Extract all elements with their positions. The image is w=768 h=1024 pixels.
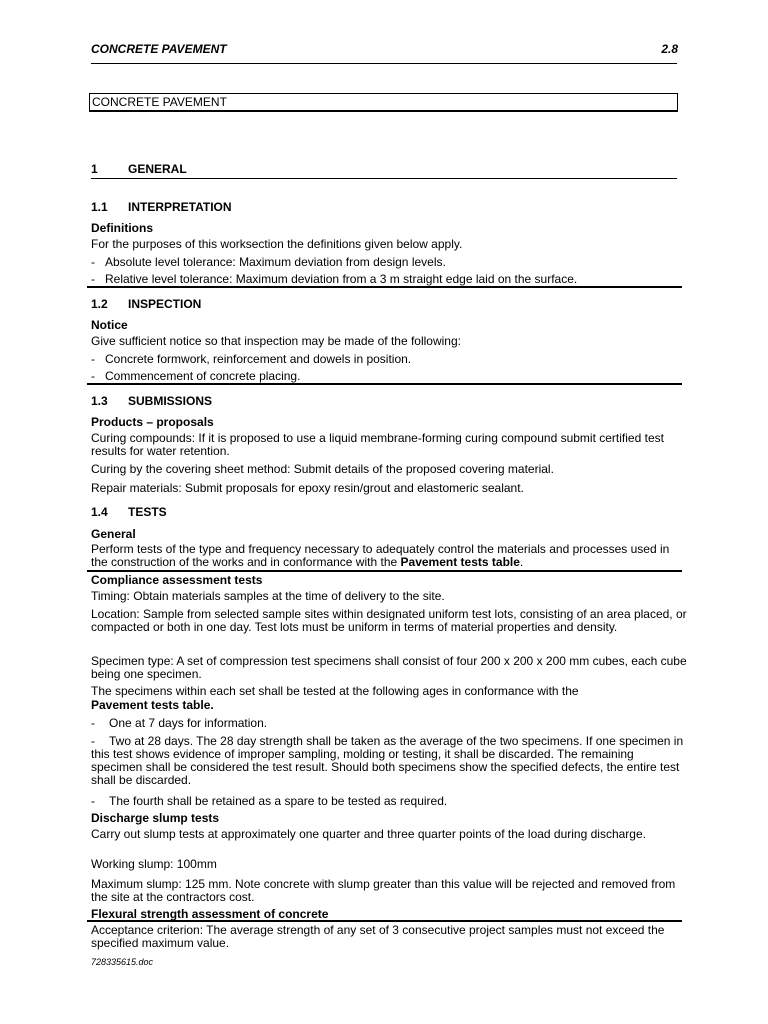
section-1-1-title: INTERPRETATION xyxy=(128,200,232,214)
list-dash: - xyxy=(91,352,95,366)
test-age-item: Two at 28 days. The 28 day strength shall be taken as the average of the two specimens. If one specimen in this test shows evidence of improper sampling, molding or testing, it shall be discarded. The remaining specimen shall be considered the test result. Should both specimens show the specified defects, the entire test shall be discarded. xyxy=(91,734,684,787)
slump-paragraph-2: Working slump: 100mm xyxy=(91,857,217,871)
definition-item: Absolute level tolerance: Maximum deviation from design levels. xyxy=(105,255,446,269)
list-dash: - xyxy=(91,716,95,730)
discharge-slump-heading: Discharge slump tests xyxy=(91,811,220,825)
section-1-2-title: INSPECTION xyxy=(128,297,202,311)
section-1-title: GENERAL xyxy=(128,162,187,176)
notice-heading: Notice xyxy=(91,318,128,332)
clause-rule xyxy=(87,570,682,572)
header-rule xyxy=(91,63,677,64)
section-1-rule xyxy=(91,178,677,179)
list-dash: - xyxy=(91,255,95,269)
list-dash: - xyxy=(91,272,95,286)
slump-paragraph-1: Carry out slump tests at approximately one quarter and three quarter points of the load during discharge. xyxy=(91,827,646,841)
list-dash: - xyxy=(91,734,95,748)
worksection-title-box xyxy=(89,93,678,112)
definition-item: Relative level tolerance: Maximum deviation from a 3 m straight edge laid on the surface. xyxy=(105,272,578,286)
location-paragraph: Location: Sample from selected sample sites within designated uniform test lots, consisting of an area placed, or compacted or both in one day. Test lots must be uniform in terms of material properties and density. xyxy=(91,607,687,634)
notice-intro: Give sufficient notice so that inspection may be made of the following: xyxy=(91,334,461,348)
repair-materials-paragraph: Repair materials: Submit proposals for epoxy resin/grout and elastomeric sealant. xyxy=(91,481,524,495)
curing-compounds-paragraph: Curing compounds: If it is proposed to use a liquid membrane-forming curing compound submit certified test results for water retention. xyxy=(91,431,664,458)
list-dash: - xyxy=(91,794,95,808)
slump-paragraph-3: Maximum slump: 125 mm. Note concrete with slump greater than this value will be rejected and removed from the site at the contractors cost. xyxy=(91,877,676,904)
pavement-tests-table-ref: Pavement tests table xyxy=(400,555,520,569)
section-1-3-title: SUBMISSIONS xyxy=(128,394,213,408)
test-age-item: One at 7 days for information. xyxy=(109,716,268,730)
section-1-4-number: 1.4 xyxy=(91,505,108,519)
page-number: 2.8 xyxy=(661,42,678,56)
section-1-1-number: 1.1 xyxy=(91,200,108,214)
test-age-item: The fourth shall be retained as a spare to be tested as required. xyxy=(109,794,448,808)
tests-general-text: Perform tests of the type and frequency necessary to adequately control the materials and processes used in the construction of the works and in conformance with the xyxy=(91,542,670,569)
section-1-2-number: 1.2 xyxy=(91,297,108,311)
timing-paragraph: Timing: Obtain materials samples at the time of delivery to the site. xyxy=(91,589,445,603)
inspection-item: Commencement of concrete placing. xyxy=(105,369,301,383)
compliance-tests-heading: Compliance assessment tests xyxy=(91,573,263,587)
section-1-number: 1 xyxy=(91,162,98,176)
section-1-3-number: 1.3 xyxy=(91,394,108,408)
definitions-heading: Definitions xyxy=(91,221,153,235)
inspection-item: Concrete formwork, reinforcement and dowels in position. xyxy=(105,352,412,366)
tests-general-paragraph xyxy=(91,543,687,569)
footer-filename: 728335615.doc xyxy=(91,957,154,967)
definitions-intro: For the purposes of this worksection the definitions given below apply. xyxy=(91,237,463,251)
list-dash: - xyxy=(91,369,95,383)
specimen-type-paragraph: Specimen type: A set of compression test specimens shall consist of four 200 x 200 x 200 mm cubes, each cube being one specimen. xyxy=(91,654,687,681)
clause-rule xyxy=(87,286,682,288)
clause-rule xyxy=(87,383,682,385)
tests-general-end: . xyxy=(519,555,524,569)
pavement-tests-table-ref: Pavement tests table. xyxy=(91,698,214,712)
products-proposals-heading: Products – proposals xyxy=(91,415,214,429)
clause-rule xyxy=(87,920,682,922)
flexural-paragraph: Acceptance criterion: The average strength of any set of 3 consecutive project samples must not exceed the specified maximum value. xyxy=(91,923,665,950)
test-age-item-28day xyxy=(91,735,687,787)
flexural-strength-heading: Flexural strength assessment of concrete xyxy=(91,907,329,921)
ages-intro: The specimens within each set shall be tested at the following ages in conformance with the xyxy=(91,684,579,698)
covering-sheet-paragraph: Curing by the covering sheet method: Submit details of the proposed covering material. xyxy=(91,462,554,476)
worksection-title: CONCRETE PAVEMENT xyxy=(92,95,227,109)
section-1-4-title: TESTS xyxy=(128,505,167,519)
tests-general-heading: General xyxy=(91,527,136,541)
running-header-title: CONCRETE PAVEMENT xyxy=(91,42,227,56)
